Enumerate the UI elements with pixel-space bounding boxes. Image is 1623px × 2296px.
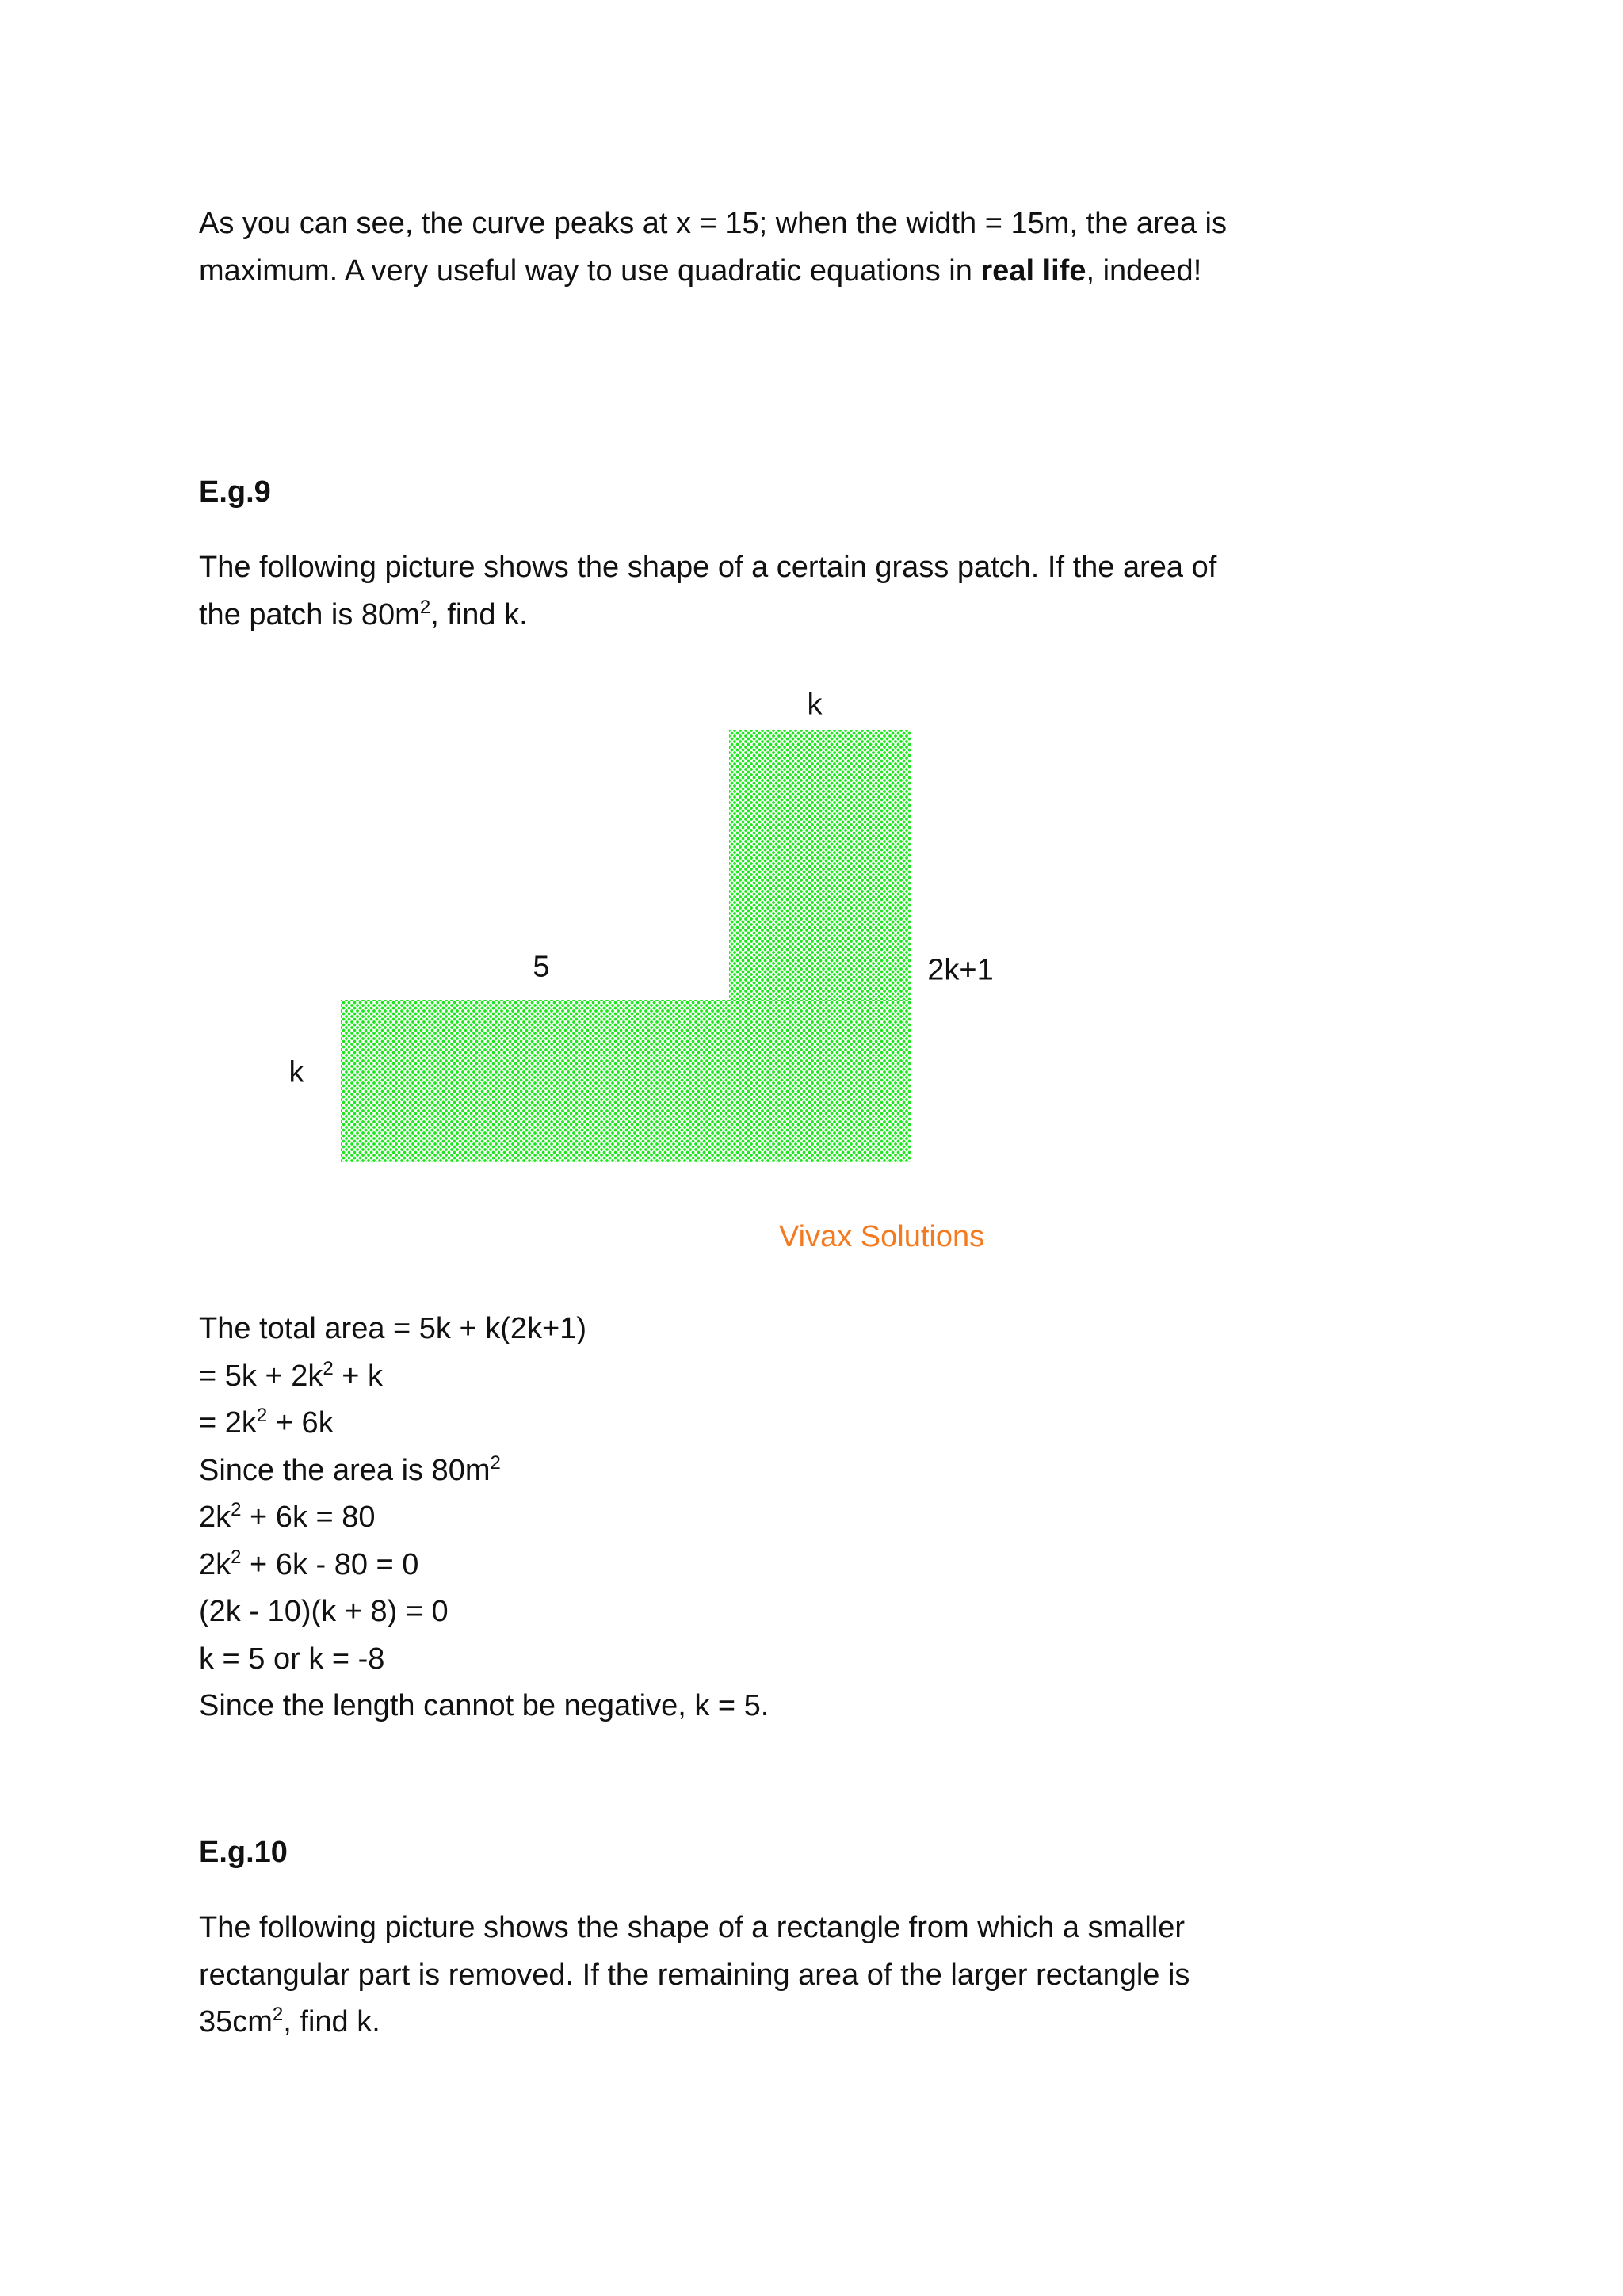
text: , find k. (283, 2005, 380, 2039)
text: = 5k + 2k (199, 1359, 323, 1393)
solution-line (199, 1400, 769, 1447)
text: + 6k = 80 (241, 1501, 376, 1534)
intro-text: maximum. A very useful way to use quadratic equations in (199, 254, 981, 288)
eg9-question-line-1: The following picture shows the shape of a certain grass patch. If the area of (199, 551, 1217, 584)
solution-line (199, 1589, 769, 1636)
superscript: 2 (272, 2004, 284, 2025)
intro-line-2 (199, 248, 1227, 296)
eg10-heading: E.g.10 (199, 1836, 288, 1869)
solution-line (199, 1306, 769, 1353)
solution-line (199, 1683, 769, 1730)
superscript: 2 (323, 1357, 334, 1379)
eg9-solution (199, 1306, 769, 1730)
label-2k-plus-1: 2k+1 (927, 953, 994, 987)
superscript: 2 (490, 1451, 501, 1474)
text: + 6k (267, 1406, 334, 1440)
intro-line-1: As you can see, the curve peaks at x = 15; when the width = 15m, the area is (199, 207, 1227, 240)
text: + 6k - 80 = 0 (241, 1547, 419, 1581)
intro-text-end: , indeed! (1086, 254, 1202, 288)
text: k = 5 or k = -8 (199, 1642, 385, 1676)
superscript: 2 (256, 1405, 268, 1426)
intro-paragraph (199, 200, 1227, 295)
superscript: 2 (231, 1546, 242, 1568)
text: , find k. (430, 597, 528, 631)
eg9-question-line-2 (199, 592, 1216, 639)
label-left-k: k (288, 1055, 304, 1089)
text: 2k (199, 1547, 231, 1581)
superscript: 2 (231, 1499, 242, 1520)
eg9-question (199, 544, 1216, 639)
solution-line (199, 1636, 769, 1684)
text: the patch is 80m (199, 597, 420, 631)
label-top-k: k (807, 688, 823, 722)
solution-line (199, 1447, 769, 1495)
text: = 2k (199, 1406, 257, 1440)
eg10-question (199, 1905, 1190, 2046)
solution-line (199, 1542, 769, 1589)
text: The total area = 5k + k(2k+1) (199, 1312, 586, 1345)
intro-bold-text: real life (980, 254, 1086, 288)
label-5: 5 (533, 950, 550, 984)
text: 35cm (199, 2005, 273, 2039)
superscript: 2 (419, 596, 431, 618)
text: Since the length cannot be negative, k = 5. (199, 1689, 769, 1722)
vivax-watermark: Vivax Solutions (779, 1220, 985, 1253)
solution-line (199, 1353, 769, 1401)
eg10-question-line-1: The following picture shows the shape of a rectangle from which a smaller (199, 1911, 1186, 1944)
text: Since the area is 80m (199, 1453, 491, 1487)
text: 2k (199, 1501, 231, 1534)
text: + k (333, 1359, 383, 1393)
solution-line (199, 1494, 769, 1542)
eg9-heading: E.g.9 (199, 475, 271, 509)
grass-horizontal-rect (341, 1000, 911, 1162)
eg10-question-line-3 (199, 1999, 1190, 2046)
text: (2k - 10)(k + 8) = 0 (199, 1595, 449, 1628)
eg10-question-line-2: rectangular part is removed. If the remaining area of the larger rectangle is (199, 1958, 1190, 1992)
